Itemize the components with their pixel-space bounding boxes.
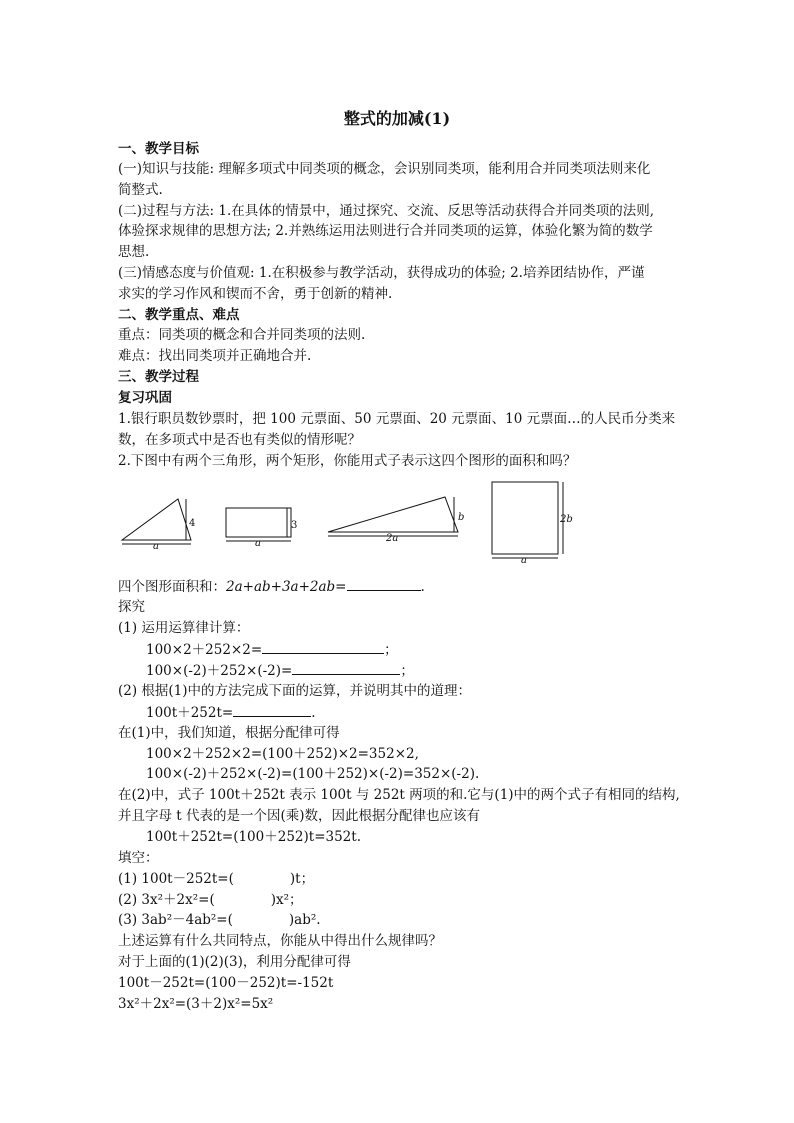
section-heading-goals: 一、教学目标 (118, 141, 199, 157)
subheading-review: 复习巩固 (118, 390, 172, 406)
triangle-2 (328, 497, 458, 532)
expression-5: 100×(-2)＋252×(-2)=(100＋252)×(-2)=352×(-2). (146, 766, 480, 782)
triangle-2-height-label: b (458, 512, 465, 523)
rectangle-2-base-label: a (521, 555, 527, 566)
goal-line-7: 求实的学习作风和锲而不舍，勇于创新的精神. (118, 286, 393, 302)
fill-in-heading: 填空： (118, 850, 159, 866)
answer-blank (262, 639, 384, 654)
fill-in-2: (2) 3x²＋2x²=( )x²； (118, 892, 303, 908)
rule-intro: 对于上面的(1)(2)(3)，利用分配律可得 (118, 954, 351, 970)
page-title: 整式的加减(1) (343, 109, 451, 128)
question-2: 2.下图中有两个三角形，两个矩形，你能用式子表示这四个图形的面积和吗？ (118, 453, 577, 469)
rule-result-1: 100t－252t=(100－252)t=-152t (118, 975, 334, 991)
difficulty-line: 难点：找出同类项并正确地合并. (118, 348, 312, 364)
explore-part-1: (1) 运用运算律计算： (118, 620, 250, 636)
area-sum-label: 四个图形面积和： (118, 579, 226, 595)
answer-blank (292, 660, 400, 675)
rule-question: 上述运算有什么共同特点，你能从中得出什么规律吗？ (118, 933, 442, 949)
fill-in-1: (1) 100t－252t=( )t； (118, 871, 315, 887)
explore-paragraph-2a: 在(2)中，式子 100t＋252t 表示 100t 与 252t 两项的和.它与(1)中的两个式子有相同的结构, (118, 787, 680, 803)
goal-line-1: (一)知识与技能: 理解多项式中同类项的概念，会识别同类项，能利用合并同类项法则来化 (118, 161, 651, 177)
goal-line-6: (三)情感态度与价值观: 1.在积极参与教学活动，获得成功的体验; 2.培养团结协作，严谨 (118, 265, 645, 281)
triangle-2-base-label: 2a (386, 533, 399, 544)
goal-line-3: (二)过程与方法: 1.在具体的情景中，通过探究、交流、反思等活动获得合并同类项的法则, (118, 203, 655, 219)
section-heading-process: 三、教学过程 (118, 369, 199, 385)
explore-paragraph-2b: 并且字母 t 代表的是一个因(乘)数，因此根据分配律也应该有 (118, 808, 481, 824)
rectangle-1 (226, 508, 291, 537)
expression-4: 100×2＋252×2=(100＋252)×2=352×2, (146, 746, 419, 762)
triangle-1-height-label: 4 (189, 518, 196, 529)
expression-6: 100t＋252t=(100＋252)t=352t. (146, 829, 361, 845)
goal-line-2: 简整式. (118, 182, 163, 198)
explore-part-2: (2) 根据(1)中的方法完成下面的运算，并说明其中的道理： (118, 683, 472, 699)
expression-3: 100t＋252t= . (146, 702, 316, 723)
question-1-line-2: 数，在多项式中是否也有类似的情形呢？ (118, 432, 361, 448)
rectangle-1-height-label: 3 (291, 520, 298, 531)
triangle-1 (122, 499, 191, 540)
expression-1: 100×2＋252×2= ； (146, 639, 398, 660)
triangle-1-base-label: a (153, 541, 159, 552)
area-sum-line: 四个图形面积和：2a+ab+3a+2ab= . (118, 576, 425, 597)
question-1-line-1: 1.银行职员数钞票时，把 100 元票面、50 元票面、20 元票面、10 元票面…的人民币分类来 (118, 411, 676, 427)
rectangle-1-base-label: a (255, 538, 261, 549)
explore-paragraph-1: 在(1)中，我们知道，根据分配律可得 (118, 725, 340, 741)
goal-line-4: 体验探求规律的思想方法; 2.并熟练运用法则进行合并同类项的运算，体验化繁为简的数学 (118, 223, 653, 239)
rectangle-2 (492, 482, 558, 554)
fill-in-3: (3) 3ab²－4ab²=( )ab². (118, 912, 321, 928)
goal-line-5: 思想. (118, 244, 150, 260)
expression-2: 100×(-2)＋252×(-2)= ； (146, 660, 414, 681)
answer-blank (233, 702, 311, 717)
section-heading-key-points: 二、教学重点、难点 (118, 307, 240, 323)
answer-blank (347, 576, 421, 591)
area-sum-expression: 2a+ab+3a+2ab= (226, 579, 347, 595)
explore-heading: 探究 (118, 599, 145, 615)
shapes-figure (0, 470, 794, 570)
rectangle-2-height-label: 2b (560, 514, 573, 525)
rule-result-2: 3x²＋2x²=(3＋2)x²=5x² (118, 996, 274, 1012)
key-point-line: 重点：同类项的概念和合并同类项的法则. (118, 327, 366, 343)
